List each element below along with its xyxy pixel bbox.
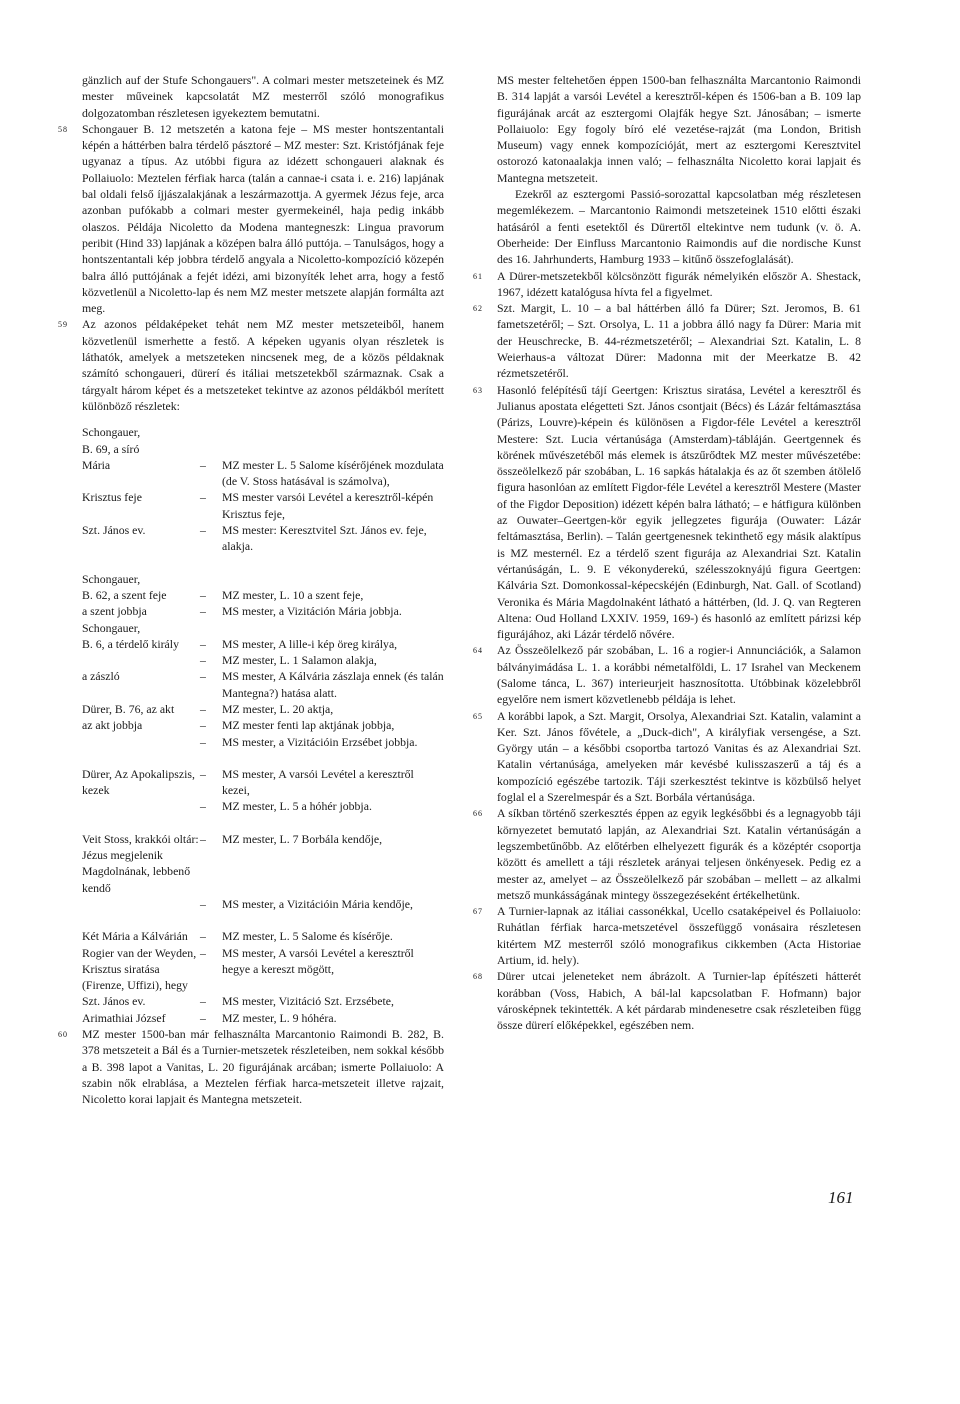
table-spacer (200, 912, 222, 928)
comparison-dash-cell: – (200, 1010, 206, 1025)
comparison-target-cell: MZ mester, L. 9 hóhéra. (222, 1010, 337, 1025)
comparison-dash-cell (200, 441, 222, 457)
footnote-text: A korábbi lapok, a Szt. Margit, Orsolya, Alexandriai Szt. Katalin, valamint a Ker. Szt. János fővétele, a „Duck-dich", A királyfiak versengése, a Szt. György után – a későbbi csoportba tartozó Vanitas és az Alexandriai Szt. Katalin vértanúsága, amelyeken már kevésbé kulisszaszerű a táj és a kompozíció egészébe tartozik. Táji szerkesztést tekintve is közbülső helyet foglal el a Szerelmespár és a Szt. Borbála vértanúsága. (497, 708, 861, 805)
footnote-text: A Dürer-metszetekből kölcsönzött figurák némelyikén először A. Shestack, 1967, idézett katalógusa hívta fel a figyelmet. (497, 268, 861, 299)
comparison-target-cell: MS mester, A varsói Levétel a keresztről hegye a kereszt mögött, (222, 945, 414, 976)
comparison-source-cell: Két Mária a Kálvárián (82, 929, 188, 944)
comparison-target-cell: MS mester, a Vizitáción Mária jobbja. (222, 604, 402, 619)
comparison-dash-cell: – (200, 604, 206, 619)
comparison-target-cell: MZ mester, L. 5 a hóhér jobbja. (222, 799, 372, 814)
comparison-target-cell: MS mester, A lille-i kép öreg királya, (222, 636, 398, 651)
comparison-target-cell: MZ mester, L. 1 Salamon alakja, (222, 653, 377, 668)
footnote-59 (58, 316, 444, 414)
comparison-dash-cell: – (200, 490, 206, 505)
comparison-source-cell: Krisztus feje (82, 490, 142, 505)
comparison-dash-cell: – (200, 994, 206, 1009)
comparison-source-cell: Rogier van der Weyden, Krisztus siratása (Firenze, Uffizi), hegy (82, 945, 197, 993)
comparison-target-cell: MS mester, A Kálvária zászlaja ennek (és talán Mantegna?) hatása alatt. (222, 669, 444, 700)
comparison-source-cell: B. 6, a térdelő király (82, 636, 179, 651)
footnote-65 (473, 708, 861, 806)
comparison-dash-cell: – (200, 734, 206, 749)
comparison-dash-cell: – (200, 945, 206, 960)
footnote-67 (473, 903, 861, 968)
footnote-text: Schongauer B. 12 metszetén a katona feje – MS mester hontszentantali képén a háttérben balra térdelő pásztoré – MZ mester: Szt. Kristófjának feje ugyanaz a típus. Az utóbbi figura az idézett schongaueri alaknak és Pollaiuolo: Meztelen férfiak harca (talán a cannae-i csata i. e. 216) lapjának bal oldali felső íjjászalakjának a leszármazottja. A gyermek Jézus feje, arca azonban pufókabb a colmari mester gyermekeinél, haja pedig inkább olaszos. Példája Nicoletto da Modena mantegneszk: Lingua pravorum peribit (Hind 33) lapjának a középen balra álló puttója. – Tanulságos, hogy a hontszentantali kép jobbra térdelő angyala a Nicoletto-kompozíció közepén balra álló puttójának a fejét idézi, ami bizonyíték lehet arra, hogy a festő közvetlenül a Nicoletto-lap és nem MZ mester metszete alapján formálta azt meg. (82, 121, 444, 316)
comparison-dash-cell (200, 620, 222, 636)
comparison-dash-cell: – (200, 831, 206, 846)
footnote-number: 63 (473, 385, 483, 395)
footnote-58 (58, 121, 444, 317)
comparison-dash-cell (200, 571, 222, 587)
comparison-dash-cell: – (200, 669, 206, 684)
footnote-text: Az azonos példaképeket tehát nem MZ mester metszeteiből, hanem közvetlenül ismerhette a festő. A képeken ugyanis olyan részletek is láthatók, amelyek a metszeteken nincsenek meg, de a közös példaknak számító schongaueri, dürerí és itáliai metszetekből származnak. Csak a tárgyalt három képet és a metszeteket tekintve az azonos példákból merített különböző részletek: (82, 317, 444, 413)
footnote-text: A Turnier-lapnak az itáliai cassonékkal, Ucello csataképeivel és Pollaiuolo: Ruhátlan férfiak harca-metszetével összefüggő vonásaira részletesen kitértem MZ mesterről szóló monografikus cikkemben (Acta Historiae Artium, id. hely). (497, 904, 861, 968)
footnote-68 (473, 968, 861, 1033)
table-spacer (222, 555, 444, 571)
comparison-source-cell: Szt. János ev. (82, 523, 146, 538)
comparison-target-cell: MZ mester, L. 20 aktja, (222, 701, 334, 716)
comparison-target-cell: MZ mester, L. 10 a szent feje, (222, 587, 364, 602)
comparison-target-cell (222, 620, 444, 636)
comparison-source-cell: Mária (82, 457, 111, 472)
comparison-target-cell: MS mester, Vizitáció Szt. Erzsébete, (222, 994, 394, 1009)
footnote-62 (473, 300, 861, 381)
comparison-target-cell: MS mester, a Vizitációin Mária kendője, (222, 896, 413, 911)
comparison-source-cell (82, 896, 200, 912)
intro-paragraph: gänzlich auf der Stufe Schongauers". A colmari mester metszeteinek és MZ mester műveinek kapcsolatát MZ mesterről szóló monografikus dolgozatomban részletesen igyekeztem bemutatni. (82, 73, 444, 120)
footnote-61 (473, 268, 861, 301)
comparison-dash-cell: – (200, 636, 206, 651)
comparison-source-cell: a szent jobbja (82, 604, 147, 619)
comparison-source-cell: Dürer, Az Apokalipszis, kezek (82, 766, 195, 798)
comparison-target-cell: MS mester: Keresztvitel Szt. János ev. feje, alakja. (222, 523, 427, 554)
comparison-target-cell: MZ mester fenti lap aktjának jobbja, (222, 718, 395, 733)
table-spacer (82, 750, 200, 766)
comparison-source-cell (82, 652, 200, 668)
footnote-number: 61 (473, 271, 483, 281)
table-spacer (82, 912, 200, 928)
footnote-number: 66 (473, 809, 483, 819)
comparison-target-cell (222, 571, 444, 587)
footnote-text: MZ mester 1500-ban már felhasználta Marcantonio Raimondi B. 282, B. 378 metszeteit a Bál és a Turnier-metszetek részleteiben, nem sokkal később a B. 398 lapot a Vanitas, L. 20 figurájának arcában; ismerte Pollaiuolo: A szabin nők elrablása, a Meztelen férfiak harca-metszeteit illetve rajzait, Nicoletto korai lapjait és Mantegna metszeteit. (82, 1027, 444, 1107)
table-spacer (200, 750, 222, 766)
footnote-66 (473, 805, 861, 903)
comparison-source-cell: Veit Stoss, krakkói oltár: Jézus megjelenik Magdolnának, lebbenő kendő (82, 831, 199, 895)
right-column (473, 72, 861, 1034)
footnote-number: 64 (473, 646, 483, 656)
left-column (58, 72, 444, 1108)
comparison-target-cell: MS mester, A varsói Levétel a keresztről kezei, (222, 766, 414, 798)
footnote-number: 59 (58, 320, 68, 330)
comparison-dash-cell: – (200, 718, 206, 733)
table-spacer (222, 750, 444, 766)
comparison-target-cell: MZ mester L. 5 Salome kísérőjének mozdulata (de V. Stoss hatásával is számolva), (222, 457, 444, 489)
comparison-target-cell: MZ mester, L. 7 Borbála kendője, (222, 831, 383, 846)
comparison-source-cell: Szt. János ev. (82, 994, 146, 1009)
table-spacer (200, 555, 222, 571)
footnote-number: 62 (473, 304, 483, 314)
comparison-dash-cell: – (200, 457, 206, 472)
comparison-source-cell: az akt jobbja (82, 718, 143, 733)
comparison-dash-cell: – (200, 896, 206, 911)
comparison-dash-cell: – (200, 766, 206, 781)
footnote-text: Dürer utcai jeleneteket nem ábrázolt. A Turnier-lap építészeti hátterét korábban (Voss, Habich, A bál-lal kapcsolatban F. Hofmann) bajor városképnek tekintették. A két párdarab mindenesetre csak részleteiben függ össze dürerí előképekkel, egészében nem. (497, 969, 861, 1033)
footnote-text: Hasonló felépítésű tájí Geertgen: Krisztus siratása, Levétel a keresztről és Julianus apostata elégetteti Szt. János csontjait (Bécs) és Lázár feltámasztása (Párizs, Louvre)-képein és különösen a Figdor-féle Levétel a keresztről Mestere: Szt. Lucia vértanúsága (Amsterdam)-tábláján. Geertgennek és körének művészetéből más elemek is átszűrődtek MZ mester művészetébe: összeölelkező pár szobában, L. 16 sapkás hátalakja és az őt szemben átölelő figura hasonlóan az említett Figdor-féle Levétel a keresztről Mestere (Master of the Figdor Deposition) idézett képén balra látható; – e hátfigura különben az Ouwater–Geertgen-kör egyik jellegzetes figurája (Ouwater: Lázár feltámasztása, Berlin). – Talán geertgenesnek tekinthető egy másik alaktípus is MZ mesternél. Ez a térdelő szent figurája az Alexandriai Szt. Katalin vértanúságán, L. 9. E vékonyderekú, szélesszoknyájú figura Geertgen: Kálvária Szt. Domonkossal-képecskéjén (Edinburgh, Nat. Gall. of Scotland) Veronika és Mária Magdolnaként látható a háttérben, (ld. J. Q. van Regteren Altena: Oud Holland LXXIV. 1959, 169-) és hasonló az említett párizsi kép figurájához, aki Lázár térdelő nővére. (497, 382, 861, 642)
comparison-source-cell (82, 798, 200, 814)
table-spacer (200, 815, 222, 831)
comparison-dash-cell: – (200, 929, 206, 944)
comparison-target-cell: MZ mester, L. 5 Salome és kísérője. (222, 929, 393, 944)
comparison-dash-cell: – (200, 653, 206, 668)
footnote-number: 68 (473, 972, 483, 982)
comparison-dash-cell: – (200, 523, 206, 538)
footnote-text: A síkban történő szerkesztés éppen az egyik legkésőbbi és a legnagyobb táji környezetet bemutató lapján, az Alexandriai Szt. Katalin vértanúságán a legszembetűnőbb. Az előtérben elhelyezett figurák és a középtér csoportja között és amellett a táji részletek arányai teljesen önkényesek. Pedig ez a mester az, amelyet – az Összeölelkező pár szobában – mellett – az alkalmi metsző munkásságának mintegy összegezéseként értékelhetünk. (497, 806, 861, 902)
comparison-source-cell (82, 734, 200, 750)
comparison-source-cell: B. 69, a síró (82, 441, 140, 456)
comparison-dash-cell: – (200, 701, 206, 716)
comparison-target-cell (222, 441, 444, 457)
comparison-source-cell: Schongauer, (82, 620, 141, 635)
footnote-number: 60 (58, 1030, 68, 1040)
page-number: 161 (828, 1188, 854, 1207)
comparison-source-cell: Arimathiai József (82, 1010, 166, 1025)
comparison-dash-cell (200, 424, 222, 440)
comparison-source-cell: a zászló (82, 669, 120, 684)
comparison-source-cell: Schongauer, (82, 571, 141, 586)
footnote-text: Szt. Margit, L. 10 – a bal háttérben álló fa Dürer; Szt. Jeromos, B. 61 fametszetéről; – Szt. Orsolya, L. 11 a jobbra álló nagy fa Dürer: Maria mit der Heuschrecke, B. 44-rézmetszetéről; – Alexandriai Szt. Katalin, L. 8 Weierhaus-a változat Dürer: Madonna mit der Meerkatze B. 42 rézmetszetéről. (497, 301, 861, 381)
footnote-text: Az Összeölelkező pár szobában, L. 16 a rogier-i Annunciációk, a Salamon bálványimádása L. 1. a korábbi németalföldi, L. 17 Israhel van Meckenem (Salome tánca, L. 367) interieurjeit hasznosította. Utóbbinak közelebbről egyelőre nem ismert közvetlenebb példája is lehet. (497, 643, 861, 707)
comparison-dash-cell: – (200, 587, 206, 602)
continued-paragraph: Ezekről az esztergomi Passió-sorozattal kapcsolatban még részletesen megemlékezem. – Marcantonio Raimondi metszeteinek 1510 előtti északi hatásáról a fenti esetektől és Dürertől eltekintve nem tudunk (v. ö. A. Oberheide: Der Einfluss Marcantonio Raimondis auf die nordische Kunst des 16. Jahrhunderts, Hamburg 1933 – kitűnő összefoglalását). (497, 187, 861, 267)
comparison-source-cell: Schongauer, (82, 425, 141, 440)
table-spacer (222, 815, 444, 831)
comparison-dash-cell: – (200, 799, 206, 814)
footnote-60 (58, 1026, 444, 1107)
comparison-source-cell: B. 62, a szent feje (82, 587, 167, 602)
comparison-source-cell: Dürer, B. 76, az akt (82, 701, 175, 716)
table-spacer (222, 912, 444, 928)
footnote-64 (473, 642, 861, 707)
comparison-target-cell (222, 424, 444, 440)
comparison-table (82, 424, 444, 1026)
table-spacer (82, 815, 200, 831)
comparison-target-cell: MS mester varsói Levétel a keresztről-képén Krisztus feje, (222, 490, 434, 521)
footnote-number: 58 (58, 124, 68, 134)
footnote-number: 65 (473, 711, 483, 721)
footnote-number: 67 (473, 907, 483, 917)
comparison-target-cell: MS mester, a Vizitációin Erzsébet jobbja. (222, 734, 418, 749)
footnote-63 (473, 382, 861, 643)
table-spacer (82, 555, 200, 571)
continued-paragraph: MS mester feltehetően éppen 1500-ban felhasználta Marcantonio Raimondi B. 314 lapját a varsói Levétel a keresztről-képen és 1506-ban a B. 109 lap figurájának arcát az esztergomi Olajfák hegye Szt. Jánosában; – ismerte Pollaiuolo: Egy fogoly bíró elé vezetése-rajzát (ma London, British Museum) vagy ennek kompozícióját, mert az esztergomi Keresztvitel ostorozó katonaalakja innen való; – felhasználta Nicoletto korai lapjait és Mantegna metszeteit. (497, 73, 861, 185)
